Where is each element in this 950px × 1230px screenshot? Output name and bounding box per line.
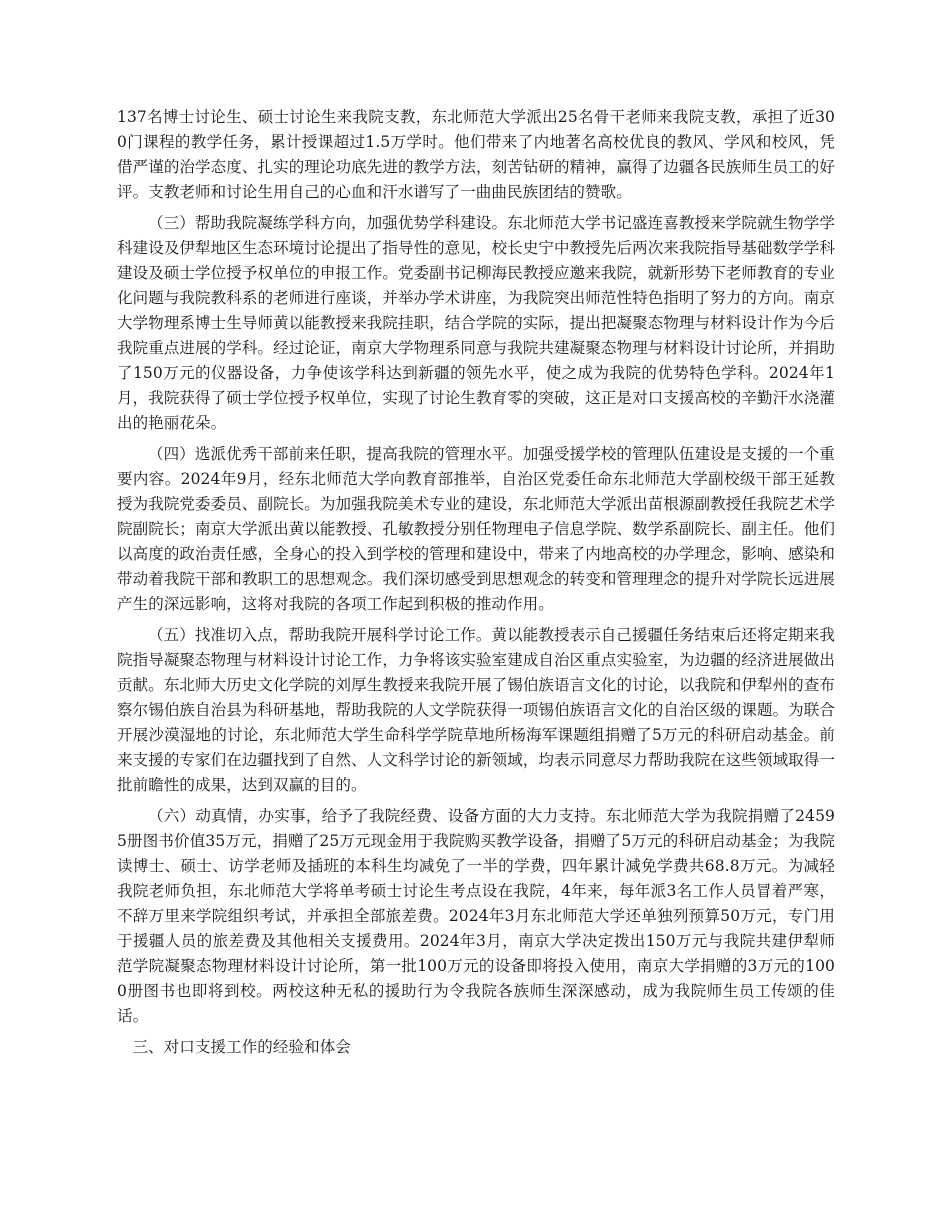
paragraph-cadre-appointment: （四）选派优秀干部前来任职，提高我院的管理水平。加强受援学校的管理队伍建设是支援的一个重要内容。2024年9月，经东北师范大学向教育部推举，自治区党委任命东北师范大学副校级干部王延教授为我院党委委员、副院长。为加强我院美术专业的建设，东北师范大学派出苗根源副教授任我院艺术学院副院长；南京大学派出黄以能教授、孔敏教授分别任物理电子信息学院、数学系副院长、副主任。他们以高度的政治责任感，全身心的投入到学校的管理和建设中，带来了内地高校的办学理念，影响、感染和带动着我院干部和教职工的思想观念。我们深切感受到思想观念的转变和管理理念的提升对学院长远进展产生的深远影响，这将对我院的各项工作起到积极的推动作用。	[117, 445, 835, 613]
paragraph-continuation: 137名博士讨论生、硕士讨论生来我院支教，东北师范大学派出25名骨干老师来我院支教，承担了近300门课程的教学任务，累计授课超过1.5万学时。他们带来了内地著名高校优良的教风、学风和校风，凭借严谨的治学态度、扎实的理论功底先进的教学方法，刻苦钻研的精神，赢得了边疆各民族师生员工的好评。支教老师和讨论生用自己的心血和汗水谱写了一曲曲民族团结的赞歌。	[117, 108, 835, 201]
paragraph-subject-building: （三）帮助我院凝练学科方向，加强优势学科建设。东北师范大学书记盛连喜教授来学院就生物学学科建设及伊犁地区生态环境讨论提出了指导性的意见，校长史宁中教授先后两次来我院指导基础数学学科建设及硕士学位授予权单位的申报工作。党委副书记柳海民教授应邀来我院，就新形势下老师教育的专业化问题与我院教科系的老师进行座谈，并举办学术讲座，为我院突出师范性特色指明了努力的方向。南京大学物理系博士生导师黄以能教授来我院挂职，结合学院的实际，提出把凝聚态物理与材料设计作为今后我院重点进展的学科。经过论证，南京大学物理系同意与我院共建凝聚态物理与材料设计讨论所，并捐助了150万元的仪器设备，力争使该学科达到新疆的领先水平，使之成为我院的优势特色学科。2024年1月，我院获得了硕士学位授予权单位，实现了讨论生教育零的突破，这正是对口支援高校的辛勤汗水浇灌出的艳丽花朵。	[117, 214, 835, 432]
paragraph-research-support: （五）找准切入点，帮助我院开展科学讨论工作。黄以能教授表示自己援疆任务结束后还将定期来我院指导凝聚态物理与材料设计讨论工作，力争将该实验室建成自治区重点实验室，为边疆的经济进展做出贡献。东北师大历史文化学院的刘厚生教授来我院开展了锡伯族语言文化的讨论，以我院和伊犁州的查布察尔锡伯族自治县为科研基地，帮助我院的人文学院获得一项锡伯族语言文化的自治区级的课题。为联合开展沙漠湿地的讨论，东北师范大学生命科学学院草地所杨海军课题组捐赠了5万元的科研启动基金。前来支援的专家们在边疆找到了自然、人文科学讨论的新领域，均表示同意尽力帮助我院在这些领域取得一批前瞻性的成果，达到双赢的目的。	[117, 626, 835, 794]
document-page	[117, 105, 835, 1060]
paragraph-funding-support: （六）动真情，办实事，给予了我院经费、设备方面的大力支持。东北师范大学为我院捐赠了24595册图书价值35万元，捐赠了25万元现金用于我院购买教学设备，捐赠了5万元的科研启动基金；为我院读博士、硕士、访学老师及插班的本科生均减免了一半的学费，四年累计减免学费共68.8万元。为减轻我院老师负担，东北师范大学将单考硕士讨论生考点设在我院，4年来，每年派3名工作人员冒着严寒，不辞万里来学院组织考试，并承担全部旅差费。2024年3月东北师范大学还单独列预算50万元，专门用于援疆人员的旅差费及其他相关支援费用。2024年3月，南京大学决定拨出150万元与我院共建伊犁师范学院凝聚态物理材料设计讨论所，第一批100万元的设备即将投入使用，南京大学捐赠的3万元的1000册图书也即将到校。两校这种无私的援助行为令我院各族师生深深感动，成为我院师生员工传颂的佳话。	[117, 807, 835, 1025]
section-heading: 三、对口支援工作的经验和体会	[132, 1038, 351, 1056]
